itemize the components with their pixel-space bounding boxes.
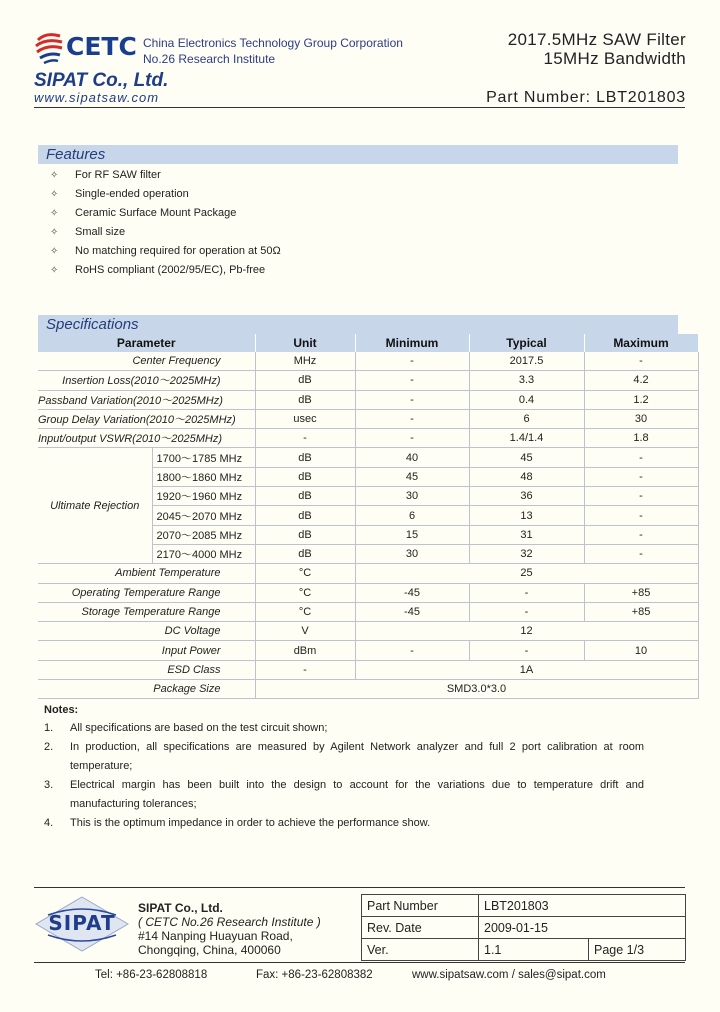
min-cell: - [355, 371, 469, 390]
header-maximum: Maximum [584, 334, 698, 352]
typ-cell: 2017.5 [469, 352, 584, 371]
cetc-logo-text: CETC [66, 32, 137, 61]
diamond-bullet-icon: ✧ [50, 208, 59, 219]
table-row [38, 564, 698, 583]
table-row [38, 352, 698, 371]
note-item [44, 776, 644, 814]
max-cell: - [584, 448, 698, 467]
corporation-line-1: China Electronics Technology Group Corporation [143, 36, 403, 50]
table-row [362, 939, 686, 961]
max-cell: - [584, 525, 698, 544]
freq-cell: 2045～2070 MHz [152, 506, 255, 525]
typ-cell: 6 [469, 409, 584, 428]
feature-text: No matching required for operation at 50Ω [75, 245, 281, 257]
param-cell: Center Frequency [38, 352, 255, 371]
unit-cell: - [255, 429, 355, 448]
max-cell: +85 [584, 602, 698, 621]
unit-cell: dB [255, 467, 355, 486]
table-row [38, 583, 698, 602]
value-cell: SMD3.0*3.0 [255, 680, 698, 699]
notes-title: Notes: [44, 704, 79, 716]
table-row [38, 602, 698, 621]
company-name: SIPAT Co., Ltd. [34, 70, 169, 91]
diamond-bullet-icon: ✧ [50, 265, 59, 276]
unit-cell: dB [255, 371, 355, 390]
part-number-value: LBT201803 [479, 895, 686, 917]
header-unit: Unit [255, 334, 355, 352]
feature-text: RoHS compliant (2002/95/EC), Pb-free [75, 264, 266, 276]
footer-divider [34, 887, 685, 888]
typ-cell: 36 [469, 487, 584, 506]
contact-divider [34, 962, 685, 963]
table-row [38, 448, 698, 467]
param-cell: ESD Class [38, 660, 255, 679]
param-cell: Group Delay Variation(2010～2025MHz) [38, 409, 255, 428]
note-item [44, 814, 644, 833]
max-cell: 1.8 [584, 429, 698, 448]
note-text: In production, all specifications are measured by Agilent Network analyzer and full 2 port calibration at room temperature; [70, 741, 644, 772]
freq-cell: 1700～1785 MHz [152, 448, 255, 467]
unit-cell: °C [255, 564, 355, 583]
value-cell: 12 [355, 622, 698, 641]
max-cell: - [584, 506, 698, 525]
table-header-row [38, 334, 698, 352]
sipat-logo [34, 895, 130, 953]
web-email[interactable]: www.sipatsaw.com / sales@sipat.com [412, 969, 606, 981]
max-cell: - [584, 487, 698, 506]
unit-cell: - [255, 660, 355, 679]
table-row [38, 660, 698, 679]
document-info-table [361, 894, 686, 961]
diamond-bullet-icon: ✧ [50, 170, 59, 181]
unit-cell: dB [255, 525, 355, 544]
table-row [38, 641, 698, 660]
max-cell: - [584, 352, 698, 371]
param-cell: Ambient Temperature [38, 564, 255, 583]
note-number: 2. [44, 741, 54, 753]
min-cell: - [355, 352, 469, 371]
min-cell: 30 [355, 487, 469, 506]
table-row [38, 371, 698, 390]
typ-cell: 13 [469, 506, 584, 525]
header-parameter: Parameter [38, 334, 255, 352]
note-number: 4. [44, 817, 54, 829]
product-title: 2017.5MHz SAW Filter [507, 30, 686, 49]
min-cell: -45 [355, 602, 469, 621]
note-item [44, 738, 644, 776]
param-cell: Input Power [38, 641, 255, 660]
notes-section [44, 704, 644, 833]
min-cell: 45 [355, 467, 469, 486]
unit-cell: dB [255, 390, 355, 409]
unit-cell: usec [255, 409, 355, 428]
param-cell: Insertion Loss(2010～2025MHz) [38, 371, 255, 390]
ultimate-rejection-label: Ultimate Rejection [38, 448, 152, 564]
max-cell: - [584, 467, 698, 486]
sipat-logo-text: SIPAT [48, 911, 116, 935]
fax: Fax: +86-23-62808382 [256, 969, 373, 981]
typ-cell: - [469, 602, 584, 621]
min-cell: 6 [355, 506, 469, 525]
min-cell: - [355, 641, 469, 660]
typ-cell: 1.4/1.4 [469, 429, 584, 448]
max-cell: 10 [584, 641, 698, 660]
version-label: Ver. [362, 939, 479, 961]
rev-date-label: Rev. Date [362, 917, 479, 939]
footer-company-name: SIPAT Co., Ltd. [138, 901, 223, 915]
freq-cell: 1800～1860 MHz [152, 467, 255, 486]
min-cell: - [355, 409, 469, 428]
value-cell: 25 [355, 564, 698, 583]
note-number: 1. [44, 722, 54, 734]
param-cell: DC Voltage [38, 622, 255, 641]
param-cell: Operating Temperature Range [38, 583, 255, 602]
cetc-logo [34, 30, 136, 66]
unit-cell: dB [255, 487, 355, 506]
min-cell: 15 [355, 525, 469, 544]
table-row [38, 622, 698, 641]
freq-cell: 2070～2085 MHz [152, 525, 255, 544]
product-bandwidth: 15MHz Bandwidth [543, 49, 686, 68]
typ-cell: 45 [469, 448, 584, 467]
features-section-bar [38, 145, 678, 164]
feature-text: Single-ended operation [75, 188, 189, 200]
table-row [362, 917, 686, 939]
note-number: 3. [44, 779, 54, 791]
unit-cell: dB [255, 506, 355, 525]
unit-cell: V [255, 622, 355, 641]
table-row [38, 409, 698, 428]
footer-address-1: #14 Nanping Huayuan Road, [138, 929, 293, 943]
feature-text: For RF SAW filter [75, 169, 161, 181]
param-cell: Passband Variation(2010～2025MHz) [38, 390, 255, 409]
unit-cell: °C [255, 583, 355, 602]
min-cell: -45 [355, 583, 469, 602]
header-divider [34, 107, 685, 108]
corporation-line-2: No.26 Research Institute [143, 52, 276, 66]
max-cell: 1.2 [584, 390, 698, 409]
note-text: All specifications are based on the test circuit shown; [70, 722, 328, 734]
header-typical: Typical [469, 334, 584, 352]
diamond-bullet-icon: ✧ [50, 227, 59, 238]
note-item [44, 719, 644, 738]
min-cell: 30 [355, 544, 469, 563]
features-title: Features [46, 146, 106, 163]
table-row [38, 429, 698, 448]
typ-cell: - [469, 641, 584, 660]
min-cell: - [355, 390, 469, 409]
value-cell: 1A [355, 660, 698, 679]
unit-cell: MHz [255, 352, 355, 371]
specifications-title: Specifications [46, 316, 139, 333]
param-cell: Package Size [38, 680, 255, 699]
specifications-section-bar [38, 315, 678, 334]
footer-institute: ( CETC No.26 Research Institute ) [138, 915, 321, 929]
part-number-heading: Part Number: LBT201803 [486, 89, 686, 106]
feature-text: Small size [75, 226, 126, 238]
max-cell: 4.2 [584, 371, 698, 390]
unit-cell: dB [255, 544, 355, 563]
header-minimum: Minimum [355, 334, 469, 352]
version-value: 1.1 [479, 939, 589, 961]
freq-cell: 2170～4000 MHz [152, 544, 255, 563]
diamond-bullet-icon: ✧ [50, 189, 59, 200]
typ-cell: 31 [469, 525, 584, 544]
diamond-bullet-icon: ✧ [50, 246, 59, 257]
feature-text: Ceramic Surface Mount Package [75, 207, 237, 219]
max-cell: +85 [584, 583, 698, 602]
note-text: Electrical margin has been built into the design to account for the variations due to temperature drift and manufacturing tolerances; [70, 779, 644, 810]
freq-cell: 1920～1960 MHz [152, 487, 255, 506]
specifications-table [38, 334, 699, 699]
telephone: Tel: +86-23-62808818 [95, 969, 208, 981]
footer-address-2: Chongqing, China, 400060 [138, 943, 281, 957]
min-cell: - [355, 429, 469, 448]
typ-cell: 48 [469, 467, 584, 486]
rev-date-value: 2009-01-15 [479, 917, 686, 939]
param-cell: Input/output VSWR(2010～2025MHz) [38, 429, 255, 448]
note-text: This is the optimum impedance in order to achieve the performance show. [70, 817, 431, 829]
max-cell: 30 [584, 409, 698, 428]
corporation-name [143, 35, 403, 67]
typ-cell: 0.4 [469, 390, 584, 409]
unit-cell: dBm [255, 641, 355, 660]
unit-cell: °C [255, 602, 355, 621]
min-cell: 40 [355, 448, 469, 467]
table-row [38, 680, 698, 699]
unit-cell: dB [255, 448, 355, 467]
footer-company-block [138, 901, 321, 957]
typ-cell: - [469, 583, 584, 602]
table-row [38, 390, 698, 409]
part-number-label: Part Number [362, 895, 479, 917]
max-cell: - [584, 544, 698, 563]
typ-cell: 32 [469, 544, 584, 563]
table-row [362, 895, 686, 917]
page-indicator: Page 1/3 [589, 939, 686, 961]
typ-cell: 3.3 [469, 371, 584, 390]
company-website[interactable]: www.sipatsaw.com [34, 90, 160, 105]
param-cell: Storage Temperature Range [38, 602, 255, 621]
